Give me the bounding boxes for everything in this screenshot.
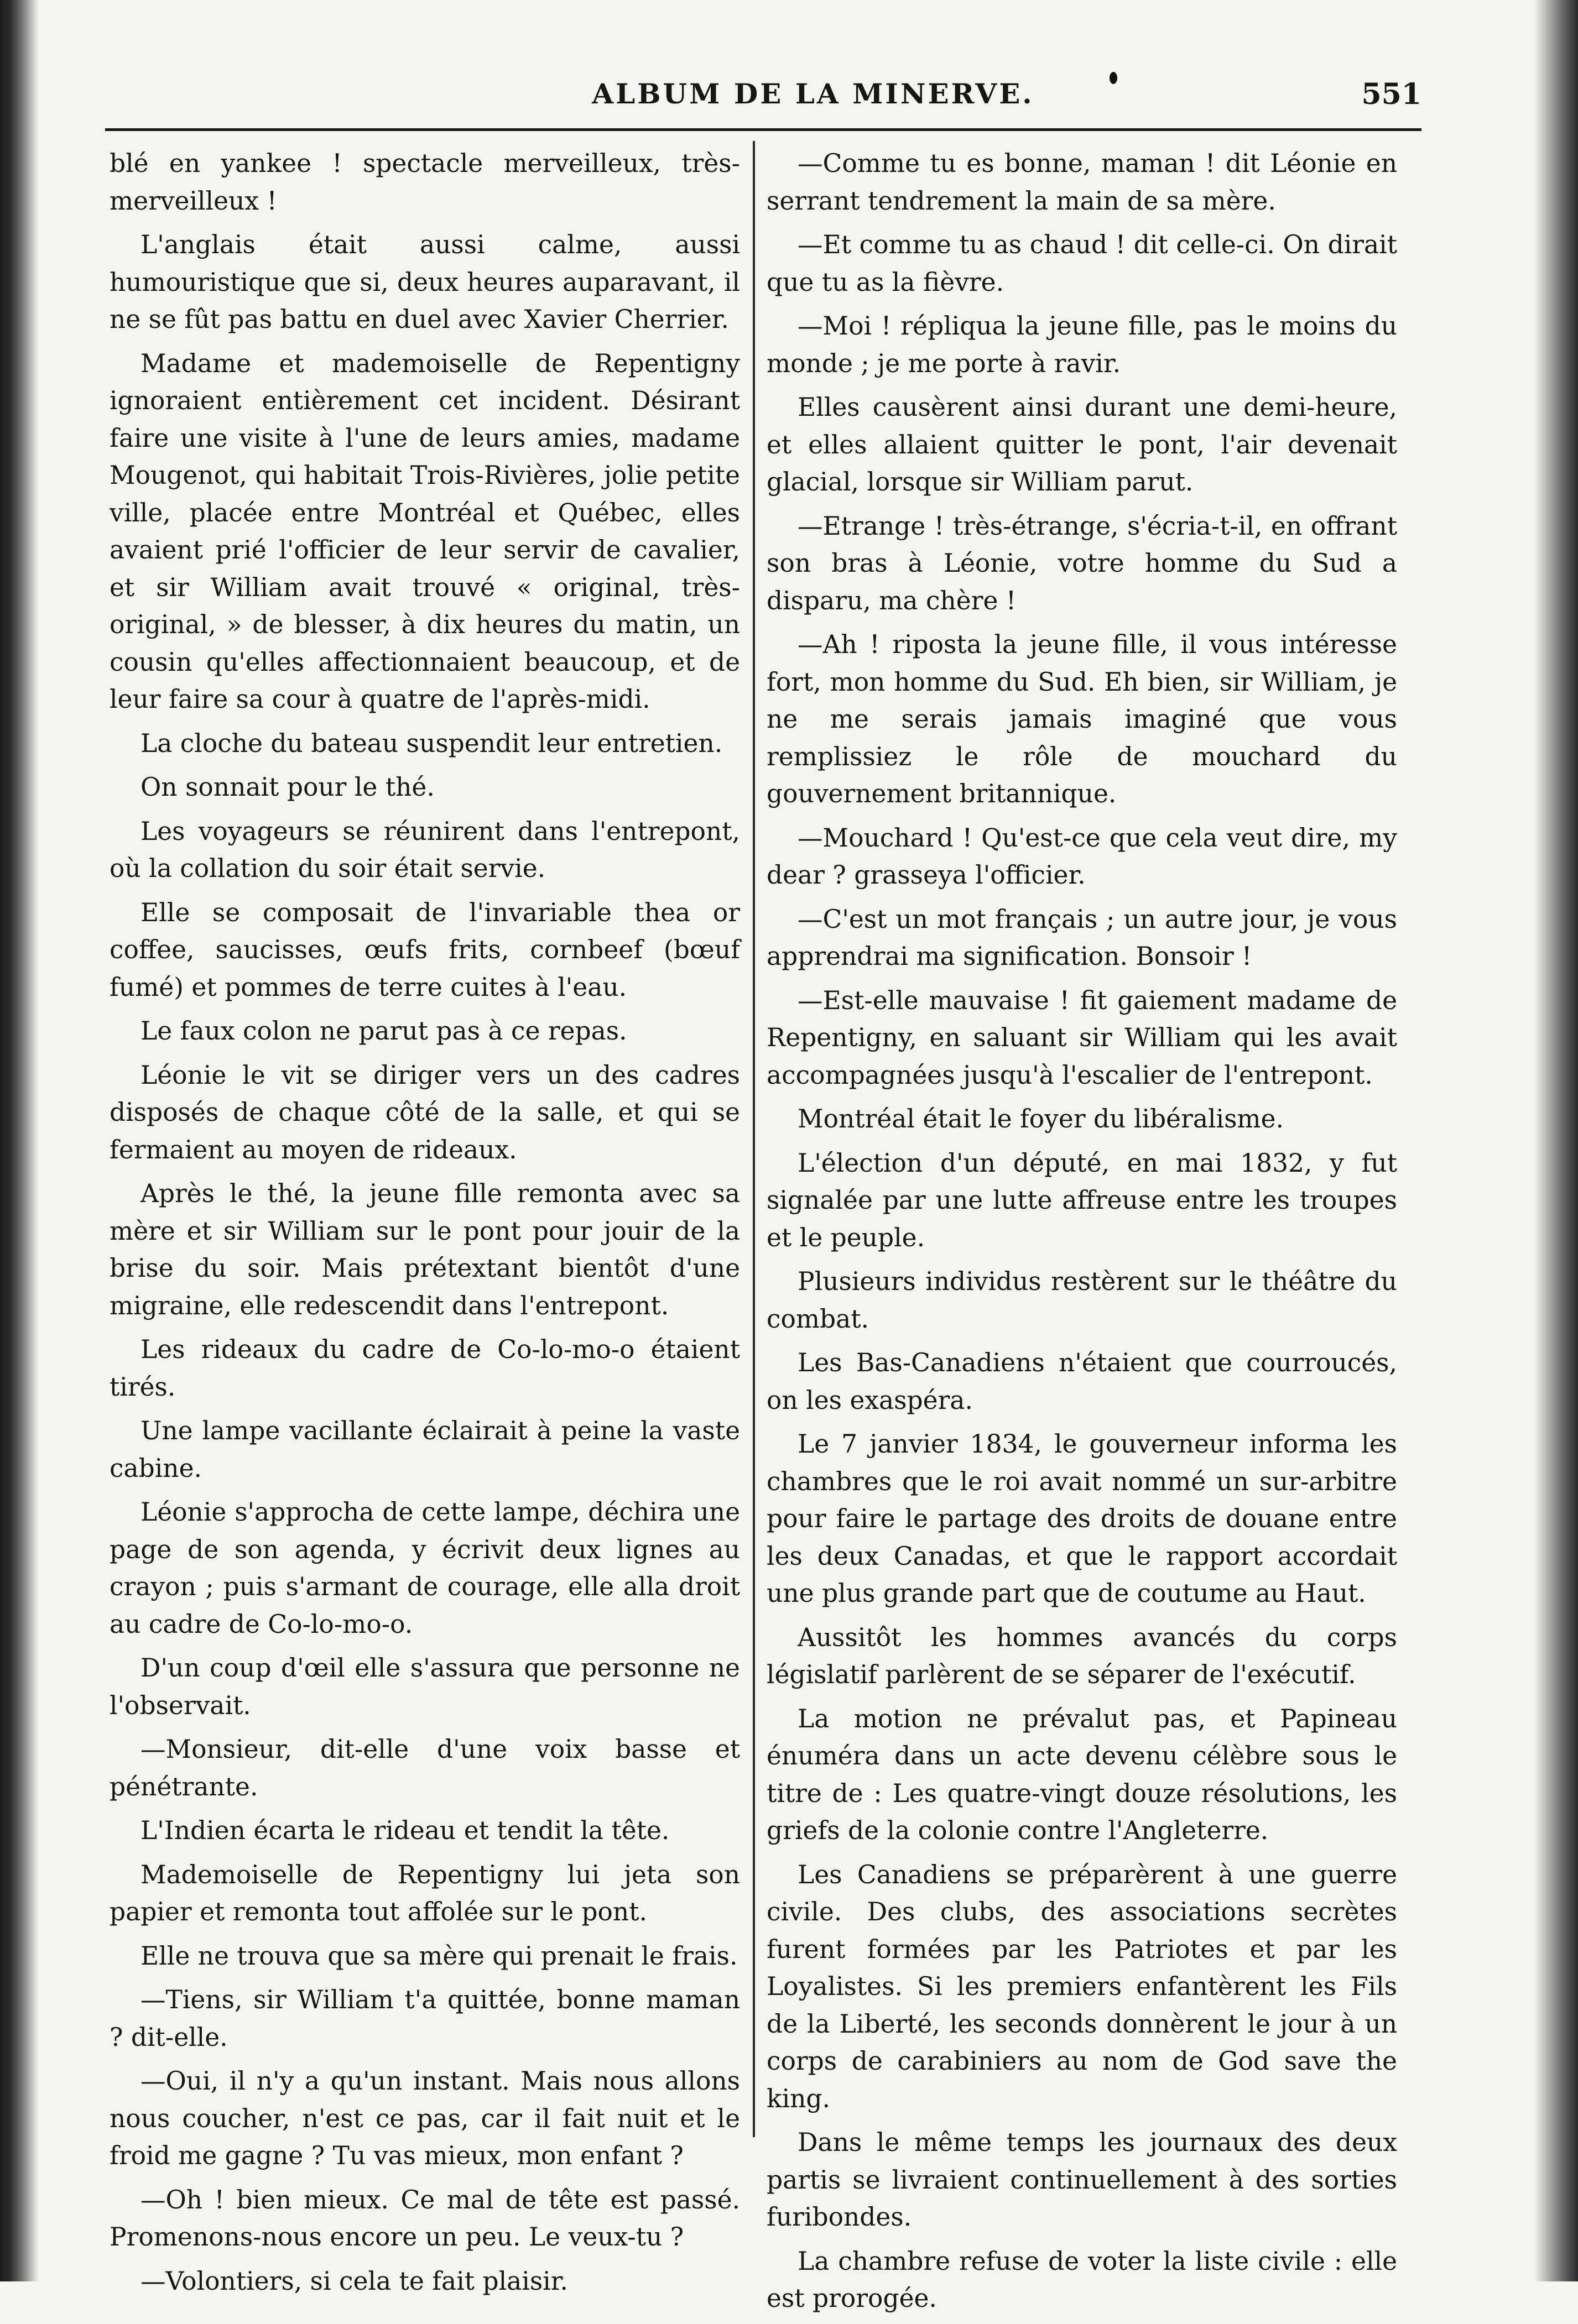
paragraph: —Ah ! riposta la jeune fille, il vous intéresse fort, mon homme du Sud. Eh bien, sir William, je ne me serais jamais imaginé que vous remplissiez le rôle de mouchard du gouvernement britannique. bbox=[767, 630, 1397, 808]
paragraph: La chambre refuse de voter la liste civile : elle est prorogée. bbox=[767, 2246, 1397, 2313]
paragraph: Aussitôt les hommes avancés du corps législatif parlèrent de se séparer de l'exécutif. bbox=[767, 1622, 1397, 1689]
running-title: ALBUM DE LA MINERVE. bbox=[592, 77, 1034, 110]
paragraph: L'Indien écarta le rideau et tendit la tête. bbox=[140, 1816, 670, 1845]
paragraph: —Oh ! bien mieux. Ce mal de tête est passé. Promenons-nous encore un peu. Le veux-tu ? bbox=[110, 2185, 740, 2252]
header-rule bbox=[105, 128, 1421, 131]
ink-blot bbox=[1110, 72, 1117, 84]
scan-edge-left bbox=[0, 0, 39, 2281]
paragraph: —Etrange ! très-étrange, s'écria-t-il, en offrant son bras à Léonie, votre homme du Sud a disparu, ma chère ! bbox=[767, 511, 1397, 615]
scan-edge-right bbox=[1534, 0, 1578, 2281]
paragraph: —C'est un mot français ; un autre jour, je vous apprendrai ma signification. Bonsoir ! bbox=[767, 904, 1397, 971]
paragraph: Une lampe vacillante éclairait à peine la vaste cabine. bbox=[110, 1416, 740, 1483]
paragraph: Les Canadiens se préparèrent à une guerre civile. Des clubs, des associations secrètes furent formées par les Patriotes et par les Loyalistes. Si les premiers enfantèrent les Fils de la Liberté, les seconds donnèrent le jour à un corps de carabiniers au nom de God save the king. bbox=[767, 1860, 1397, 2113]
paragraph: —Tiens, sir William t'a quittée, bonne maman ? dit-elle. bbox=[110, 1985, 740, 2052]
paragraph: —Comme tu es bonne, maman ! dit Léonie en serrant tendrement la main de sa mère. bbox=[767, 149, 1397, 216]
paragraph: Madame et mademoiselle de Repentigny ignoraient entièrement cet incident. Désirant faire une visite à l'une de leurs amies, madame Mougenot, qui habitait Trois-Rivières, jolie petite ville, placée entre Montréal et Québec, elles avaient prié l'officier de leur servir de cavalier, et sir William avait trouvé « original, très-original, » de blesser, à dix heures du matin, un cousin qu'elles affectionnaient beaucoup, et de leur faire sa cour à quatre de l'après-midi. bbox=[110, 348, 740, 714]
paragraph: La cloche du bateau suspendit leur entretien. bbox=[140, 728, 723, 758]
paragraph: L'élection d'un député, en mai 1832, y fut signalée par une lutte affreuse entre les troupes et le peuple. bbox=[767, 1148, 1397, 1252]
left-column bbox=[110, 145, 740, 2306]
paragraph: Elle se composait de l'invariable thea or coffee, saucisses, œufs frits, cornbeef (bœuf fumé) et pommes de terre cuites à l'eau. bbox=[110, 897, 740, 1002]
paragraph: —Est-elle mauvaise ! fit gaiement madame de Repentigny, en saluant sir William qui les avait accompagnées jusqu'à l'escalier de l'entrepont. bbox=[767, 985, 1397, 1090]
paragraph: —Moi ! répliqua la jeune fille, pas le moins du monde ; je me porte à ravir. bbox=[767, 311, 1397, 378]
paragraph: —Oui, il n'y a qu'un instant. Mais nous allons nous coucher, n'est ce pas, car il fait nuit et le froid me gagne ? Tu vas mieux, mon enfant ? bbox=[110, 2066, 740, 2170]
paragraph: D'un coup d'œil elle s'assura que personne ne l'observait. bbox=[110, 1653, 740, 1720]
paragraph: Le faux colon ne parut pas à ce repas. bbox=[140, 1016, 627, 1046]
page-header bbox=[105, 77, 1421, 116]
column-divider bbox=[753, 141, 755, 2137]
paragraph: La motion ne prévalut pas, et Papineau énuméra dans un acte devenu célèbre sous le titre de : Les quatre-vingt douze résolutions, les griefs de la colonie contre l'Angleterre. bbox=[767, 1704, 1397, 1845]
paragraph: —Et comme tu as chaud ! dit celle-ci. On dirait que tu as la fièvre. bbox=[767, 230, 1397, 297]
paragraph: Après le thé, la jeune fille remonta avec sa mère et sir William sur le pont pour jouir de la brise du soir. Mais prétextant bientôt d'une migraine, elle redescendit dans l'entrepont. bbox=[110, 1179, 740, 1320]
right-column bbox=[767, 145, 1397, 2324]
paragraph: Léonie le vit se diriger vers un des cadres disposés de chaque côté de la salle, et qui se fermaient au moyen de rideaux. bbox=[110, 1060, 740, 1164]
paragraph: Les rideaux du cadre de Co-lo-mo-o étaient tirés. bbox=[110, 1335, 740, 1402]
paragraph: Les voyageurs se réunirent dans l'entrepont, où la collation du soir était servie. bbox=[110, 816, 740, 883]
paragraph: Le 7 janvier 1834, le gouverneur informa les chambres que le roi avait nommé un sur-arbitre pour faire le partage des droits de douane entre les deux Canadas, et que le rapport accordait une plus grande part que de coutume au Haut. bbox=[767, 1429, 1397, 1608]
paragraph: —Volontiers, si cela te fait plaisir. bbox=[140, 2266, 568, 2296]
paragraph: On sonnait pour le thé. bbox=[140, 772, 435, 802]
paragraph: —Monsieur, dit-elle d'une voix basse et pénétrante. bbox=[110, 1735, 740, 1801]
paragraph: Montréal était le foyer du libéralisme. bbox=[798, 1104, 1284, 1134]
paragraph: Dans le même temps les journaux des deux partis se livraient continuellement à des sorties furibondes. bbox=[767, 2128, 1397, 2232]
paragraph: Mademoiselle de Repentigny lui jeta son papier et remonta tout affolée sur le pont. bbox=[110, 1860, 740, 1926]
page-number: 551 bbox=[1361, 77, 1421, 111]
paragraph: Léonie s'approcha de cette lampe, déchira une page de son agenda, y écrivit deux lignes au crayon ; puis s'armant de courage, elle alla droit au cadre de Co-lo-mo-o. bbox=[110, 1497, 740, 1639]
paragraph: —Mouchard ! Qu'est-ce que cela veut dire, my dear ? grasseya l'officier. bbox=[767, 823, 1397, 890]
paragraph: Elles causèrent ainsi durant une demi-heure, et elles allaient quitter le pont, l'air devenait glacial, lorsque sir William parut. bbox=[767, 393, 1397, 497]
paragraph: Elle ne trouva que sa mère qui prenait le frais. bbox=[140, 1941, 738, 1971]
paragraph: Les Bas-Canadiens n'étaient que courroucés, on les exaspéra. bbox=[767, 1348, 1397, 1415]
paragraph: Plusieurs individus restèrent sur le théâtre du combat. bbox=[767, 1267, 1397, 1334]
paragraph: L'anglais était aussi calme, aussi humouristique que si, deux heures auparavant, il ne se fût pas battu en duel avec Xavier Cherrier. bbox=[110, 230, 740, 334]
paragraph: blé en yankee ! spectacle merveilleux, très-merveilleux ! bbox=[110, 149, 740, 216]
